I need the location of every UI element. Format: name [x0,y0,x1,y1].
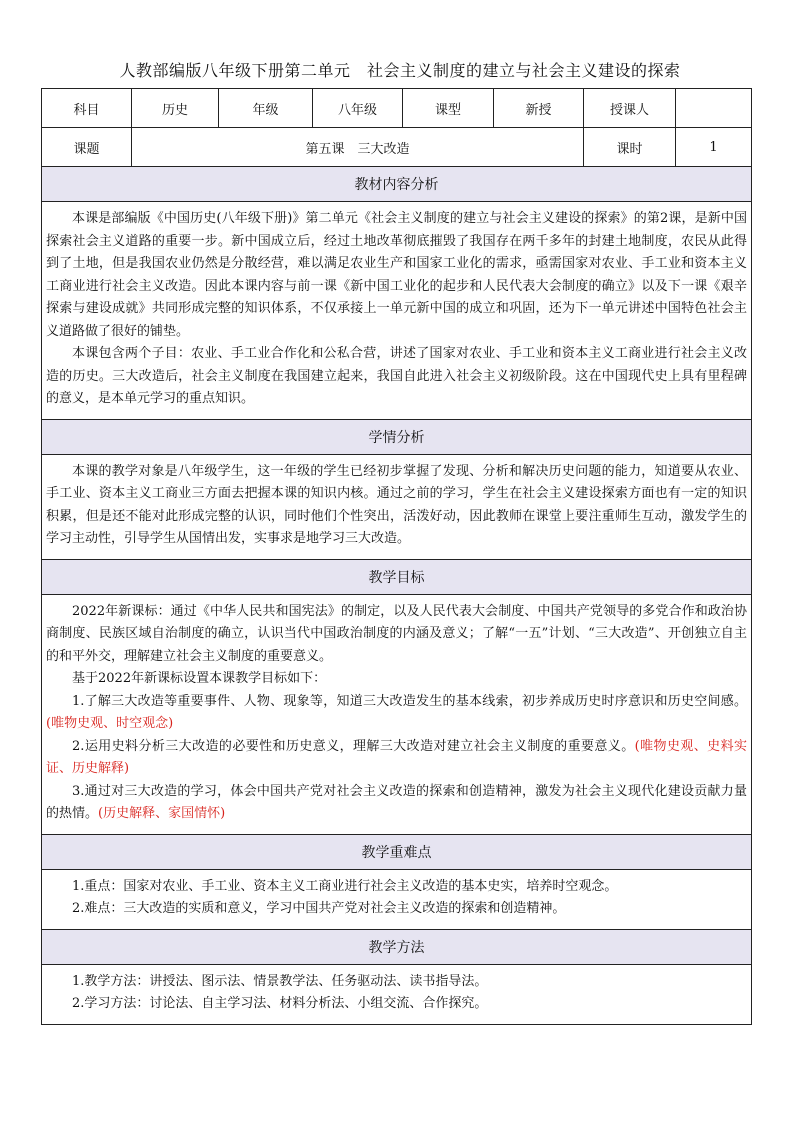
header-row-1 [42,89,752,128]
section-heading-methods: 教学方法 [42,929,752,964]
document-title: 人教部编版八年级下册第二单元 社会主义制度的建立与社会主义建设的探索 [119,61,681,80]
period-label: 课时 [584,128,676,167]
teacher-value [676,89,752,128]
objective-item-2-literacy-tag: (唯物史观、史料实证、历史解释) [46,738,747,776]
objective-item-1 [46,691,747,736]
objective-item-3-text: 3.通过对三大改造的学习，体会中国共产党对社会主义改造的探索和创造精神，激发为社会主义现代化建设贡献力量的热情。 [46,783,747,821]
method-item-2: 2.学习方法：讨论法、自主学习法、材料分析法、小组交流、合作探究。 [72,996,488,1011]
objective-item-2-text: 2.运用史料分析三大改造的必要性和历史意义，理解三大改造对建立社会主义制度的重要意义。 [72,738,635,754]
objective-item-1-literacy-tag: (唯物史观、时空观念) [46,716,174,731]
objective-item-3-literacy-tag: (历史解释、家国情怀) [98,806,226,821]
objective-item-3 [46,781,747,826]
section-heading-key-points: 教学重难点 [42,834,752,869]
section-heading-content-analysis: 教材内容分析 [42,167,752,202]
objectives-intro: 基于2022年新课标设置本课教学目标如下： [72,671,327,686]
subject-label: 科目 [42,89,132,128]
methods-body [42,964,752,1024]
key-point-item-1: 1.重点：国家对农业、手工业、资本主义工商业进行社会主义改造的基本史实，培养时空观念。 [72,878,618,894]
subject-value: 历史 [132,89,219,128]
objective-item-1-text: 1.了解三大改造等重要事件、人物、现象等，知道三大改造发生的基本线索，初步养成历史时序意识和历史空间感。 [72,693,747,709]
key-points-body [42,869,752,929]
content-analysis-body [42,202,752,420]
objectives-body [42,594,752,834]
grade-label: 年级 [219,89,313,128]
section-heading-student-analysis: 学情分析 [42,419,752,454]
topic-label: 课题 [42,128,132,167]
type-label: 课型 [403,89,494,128]
topic-value: 第五课 三大改造 [132,128,584,167]
content-analysis-paragraph-1: 本课是部编版《中国历史(八年级下册)》第二单元《社会主义制度的建立与社会主义建设的探索》的第2课，是新中国探索社会主义道路的重要一步。新中国成立后，经过土地改革彻底摧毁了我国存在两千多年的封建土地制度，农民从此得到了土地，但是我国农业仍然是分散经营，难以满足农业生产和国家工业化的需求，亟需国家对农业、手工业和资本主义工商业进行社会主义改造。因此本课内容与前一课《新中国工业化的起步和人民代表大会制度的确立》以及下一课《艰辛探索与建设成就》共同形成完整的知识体系，不仅承接上一单元新中国的成立和巩固，还为下一单元讲述中国特色社会主义道路做了很好的铺垫。 [46,211,747,339]
grade-value: 八年级 [313,89,403,128]
section-heading-objectives: 教学目标 [42,559,752,594]
method-item-1: 1.教学方法：讲授法、图示法、情景教学法、任务驱动法、读书指导法。 [72,973,488,989]
lesson-plan-table [41,88,752,1025]
content-analysis-paragraph-2: 本课包含两个子目：农业、手工业合作化和公私合营，讲述了国家对农业、手工业和资本主义工商业进行社会主义改造的历史。三大改造后，社会主义制度在我国建立起来，我国自此进入社会主义初级阶段。这在中国现代史上具有里程碑的意义，是本单元学习的重点知识。 [46,346,747,406]
objective-item-2 [46,736,747,781]
type-value: 新授 [494,89,584,128]
period-value: 1 [676,128,752,167]
objectives-curriculum-standard: 2022年新课标：通过《中华人民共和国宪法》的制定，以及人民代表大会制度、中国共产党领导的多党合作和政治协商制度、民族区域自治制度的确立，认识当代中国政治制度的内涵及意义；了解“一五”计划、“三大改造”、开创独立自主的和平外交，理解建立社会主义制度的重要意义。 [46,603,747,664]
student-analysis-body [42,454,752,559]
student-analysis-paragraph: 本课的教学对象是八年级学生，这一年级的学生已经初步掌握了发现、分析和解决历史问题的能力，知道要从农业、手工业、资本主义工商业三方面去把握本课的知识内核。通过之前的学习，学生在社会主义建设探索方面也有一定的知识积累，但是还不能对此形成完整的认识，同时他们个性突出，活泼好动，因此教师在课堂上要注重师生互动，激发学生的学习主动性，引导学生从国情出发，实事求是地学习三大改造。 [46,463,747,546]
teacher-label: 授课人 [584,89,676,128]
key-point-item-2: 2.难点：三大改造的实质和意义，学习中国共产党对社会主义改造的探索和创造精神。 [72,901,566,916]
header-row-2 [42,128,752,167]
